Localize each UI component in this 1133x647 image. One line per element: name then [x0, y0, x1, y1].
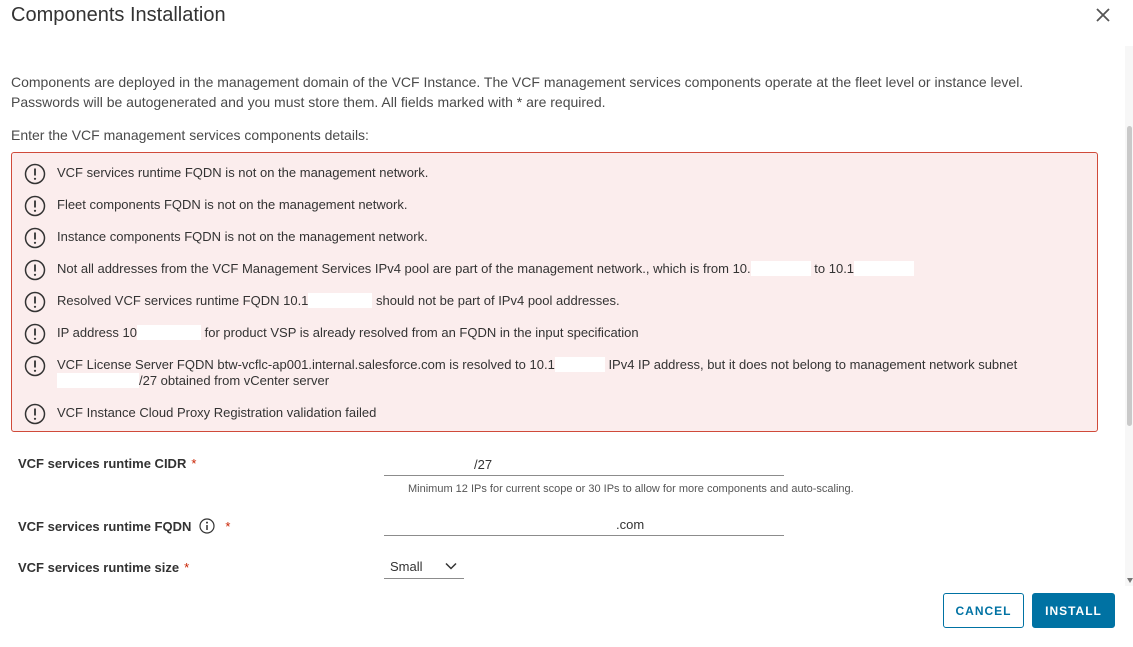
error-circle-icon [24, 227, 46, 249]
close-button[interactable] [1093, 4, 1113, 26]
runtime-cidr-input[interactable] [384, 454, 784, 476]
error-item [24, 197, 1077, 219]
error-text: Instance components FQDN is not on the management network. [57, 229, 428, 244]
error-circle-icon [24, 163, 46, 185]
description-line-1: Components are deployed in the management domain of the VCF Instance. The VCF management services components operate at the fleet level or instance level. [11, 74, 1024, 90]
required-marker: * [225, 518, 231, 534]
error-item [24, 261, 1077, 283]
runtime-size-label [18, 560, 189, 575]
error-text [57, 357, 1077, 389]
dialog-header [0, 0, 1133, 44]
error-text: VCF Instance Cloud Proxy Registration validation failed [57, 405, 377, 420]
error-item [24, 229, 1077, 251]
runtime-size-label-text: VCF services runtime size [18, 560, 180, 575]
runtime-size-select[interactable] [384, 556, 464, 579]
chevron-down-icon [444, 560, 458, 572]
info-icon[interactable] [199, 518, 215, 534]
error-alert [11, 152, 1098, 432]
required-marker: * [191, 456, 197, 471]
redacted-region [854, 261, 914, 276]
error-text: Fleet components FQDN is not on the management network. [57, 197, 408, 212]
cancel-button[interactable]: CANCEL [943, 593, 1024, 628]
required-marker: * [184, 560, 190, 575]
error-item [24, 325, 1077, 347]
error-item [24, 293, 1077, 315]
error-circle-icon [24, 259, 46, 281]
error-circle-icon [24, 291, 46, 313]
redacted-region [751, 261, 811, 276]
runtime-cidr-helper: Minimum 12 IPs for current scope or 30 IPs to allow for more components and auto-scaling. [408, 483, 854, 495]
runtime-fqdn-value: .com [616, 517, 645, 532]
scrollbar-thumb[interactable] [1127, 126, 1132, 426]
error-text-part: VCF License Server FQDN btw-vcflc-ap001.internal.salesforce.com is resolved to 10.1 [57, 357, 555, 372]
description [11, 72, 1111, 112]
runtime-cidr-value: /27 [474, 457, 493, 472]
runtime-fqdn-label-text: VCF services runtime FQDN [18, 518, 192, 534]
error-circle-icon [24, 323, 46, 345]
error-item [24, 357, 1077, 393]
error-text-part: should not be part of IPv4 pool addresses. [376, 293, 620, 308]
error-text-part: for product VSP is already resolved from an FQDN in the input specification [204, 325, 639, 340]
error-text [57, 293, 1077, 309]
description-line-2: Passwords will be autogenerated and you must store them. All fields marked with * are required. [11, 94, 606, 110]
error-text-part: IP address 10 [57, 325, 137, 340]
error-circle-icon [24, 195, 46, 217]
runtime-cidr-label [18, 456, 196, 471]
install-button[interactable]: INSTALL [1032, 593, 1115, 628]
error-text: VCF services runtime FQDN is not on the management network. [57, 165, 429, 180]
error-item [24, 165, 1077, 187]
redacted-region [137, 325, 201, 340]
runtime-fqdn-label [18, 518, 230, 534]
error-text-part: Not all addresses from the VCF Management Services IPv4 pool are part of the management network., which is from 10. [57, 261, 751, 276]
error-text [57, 261, 1077, 277]
error-text-part: IPv4 IP address, but it does not belong to management network subnet [608, 357, 1018, 372]
runtime-cidr-label-text: VCF services runtime CIDR [18, 456, 187, 471]
dialog-title: Components Installation [11, 4, 226, 26]
error-item [24, 405, 1077, 427]
runtime-fqdn-input[interactable] [384, 514, 784, 536]
redacted-region [555, 357, 605, 372]
error-text-part: /27 obtained from vCenter server [139, 373, 330, 388]
scrollbar[interactable] [1125, 46, 1133, 586]
runtime-size-selected: Small [390, 559, 423, 574]
error-circle-icon [24, 355, 46, 377]
error-text [57, 325, 1077, 341]
section-label: Enter the VCF management services components details: [11, 127, 369, 143]
close-icon [1093, 4, 1113, 26]
error-text-part: to 10.1 [814, 261, 855, 276]
error-circle-icon [24, 403, 46, 425]
scroll-down-arrow-icon[interactable] [1127, 578, 1133, 583]
redacted-region [57, 373, 139, 388]
error-text-part: Resolved VCF services runtime FQDN 10.1 [57, 293, 309, 308]
redacted-region [308, 293, 372, 308]
